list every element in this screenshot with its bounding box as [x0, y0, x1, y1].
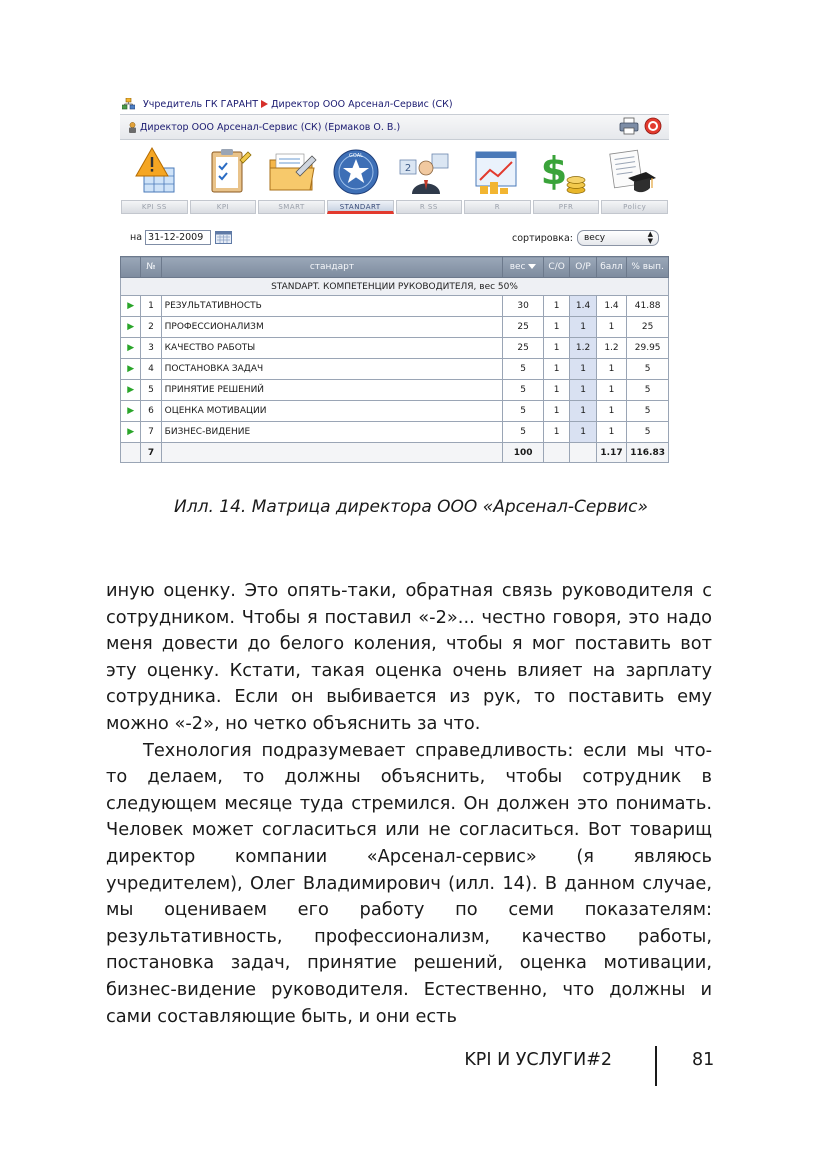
- kpi-warning-table-icon[interactable]: [132, 146, 184, 198]
- header-op[interactable]: О/Р: [570, 257, 596, 278]
- calendar-icon[interactable]: [215, 231, 232, 244]
- row-standard[interactable]: ОЦЕНКА МОТИВАЦИИ: [161, 401, 503, 422]
- breadcrumb-first[interactable]: Учредитель ГК ГАРАНТ: [143, 98, 259, 110]
- kpi-clipboard-icon[interactable]: [202, 146, 254, 198]
- row-co: 1: [543, 380, 569, 401]
- user-label: Директор ООО Арсенал-Сервис (СК) (Ермаков О. В.): [140, 121, 401, 133]
- row-percent: 5: [627, 422, 669, 443]
- module-icon-row: [120, 142, 669, 208]
- breadcrumb: [122, 96, 453, 112]
- table-row: [121, 401, 669, 422]
- row-num: 7: [141, 422, 161, 443]
- print-icon[interactable]: [619, 117, 639, 135]
- date-input[interactable]: 31-12-2009: [145, 230, 211, 245]
- sort-control: [512, 230, 659, 246]
- rating-person-icon[interactable]: [398, 146, 450, 198]
- row-num: 5: [141, 380, 161, 401]
- row-score: 1.2: [596, 338, 627, 359]
- row-standard[interactable]: ПОСТАНОВКА ЗАДАЧ: [161, 359, 503, 380]
- paragraph: Технология подразумевает справедливость: если мы что-то делаем, то должны объяснить, чтобы сотрудник в следующем месяце туда стремился. Он должен это понимать. Человек может согласиться или не согласиться. Вот товарищ директор компании «Арсенал-сервис» (я являюсь учредителем), Олег Владимирович (илл. 14). В данном случае, мы оцениваем его работу по семи показателям: результативность, профессионализм, качество работы, постановка задач, принятие решений, оценка мотивации, бизнес-видение руководителя. Естественно, что должны и сами составляющие быть, и они есть: [106, 739, 712, 1027]
- row-score: 1: [596, 317, 627, 338]
- row-score: 1: [596, 422, 627, 443]
- exit-icon[interactable]: [643, 117, 663, 135]
- row-standard[interactable]: ПРОФЕССИОНАЛИЗМ: [161, 317, 503, 338]
- table-row: [121, 338, 669, 359]
- page-number: 81: [692, 1050, 715, 1070]
- total-percent: 116.83: [627, 443, 669, 463]
- tab-kpi-ss[interactable]: KPI SS: [121, 200, 188, 214]
- updown-chevron-icon: ▲ ▼: [647, 230, 653, 245]
- table-header-row: [121, 257, 669, 278]
- figure-caption: Илл. 14. Матрица директора ООО «Арсенал-Сервис»: [174, 497, 648, 517]
- row-weight: 25: [503, 338, 544, 359]
- row-op[interactable]: 1: [570, 422, 596, 443]
- row-op[interactable]: 1: [570, 380, 596, 401]
- svg-text:GOAL: GOAL: [349, 153, 363, 159]
- money-icon[interactable]: [538, 146, 590, 198]
- tab-pfr[interactable]: PFR: [533, 200, 600, 214]
- total-score: 1.17: [596, 443, 627, 463]
- row-num: 3: [141, 338, 161, 359]
- row-percent: 25: [627, 317, 669, 338]
- org-tree-icon: [122, 98, 135, 110]
- row-weight: 5: [503, 359, 544, 380]
- row-weight: 5: [503, 422, 544, 443]
- user-icon: [128, 122, 137, 133]
- table-row: [121, 359, 669, 380]
- row-num: 2: [141, 317, 161, 338]
- tab-r-ss[interactable]: R SS: [396, 200, 463, 214]
- user-tools: [619, 117, 663, 135]
- table-row: [121, 296, 669, 317]
- row-percent: 29.95: [627, 338, 669, 359]
- row-co: 1: [543, 317, 569, 338]
- expand-arrow-icon[interactable]: ▶: [121, 338, 141, 359]
- header-percent[interactable]: % вып.: [627, 257, 669, 278]
- row-num: 6: [141, 401, 161, 422]
- date-label: на: [130, 232, 143, 243]
- row-percent: 5: [627, 380, 669, 401]
- row-weight: 5: [503, 380, 544, 401]
- sort-select[interactable]: [577, 230, 659, 246]
- total-weight: 100: [503, 443, 544, 463]
- svg-text:$: $: [540, 149, 568, 193]
- breadcrumb-second[interactable]: Директор ООО Арсенал-Сервис (СК): [271, 98, 453, 110]
- paragraph: иную оценку. Это опять-таки, обратная связь руководителя с сотрудником. Чтобы я поставил «-2»... честно говоря, это надо меня довести до белого коления, чтобы я мог поставить вот эту оценку. Кстати, такая оценка очень влияет на зарплату сотрудника. Если он выбивается из рук, то поставить ему можно «-2», но четко объяснить за что.: [106, 580, 712, 734]
- running-title: KPI И УСЛУГИ#2: [464, 1050, 612, 1070]
- row-standard[interactable]: БИЗНЕС-ВИДЕНИЕ: [161, 422, 503, 443]
- standart-goal-icon[interactable]: [330, 146, 382, 198]
- sort-desc-icon: [528, 264, 536, 269]
- header-arrow-col: [121, 257, 141, 278]
- expand-arrow-icon[interactable]: ▶: [121, 296, 141, 317]
- header-co[interactable]: С/О: [543, 257, 569, 278]
- expand-arrow-icon[interactable]: ▶: [121, 359, 141, 380]
- row-standard[interactable]: РЕЗУЛЬТАТИВНОСТЬ: [161, 296, 503, 317]
- row-percent: 5: [627, 401, 669, 422]
- sort-value: весу: [583, 233, 606, 243]
- header-weight[interactable]: [503, 257, 544, 278]
- group-title: STANDAPT. КОМПЕТЕНЦИИ РУКОВОДИТЕЛЯ, вес 50%: [121, 278, 669, 296]
- tab-kpi[interactable]: KPI: [190, 200, 257, 214]
- row-op[interactable]: 1.4: [570, 296, 596, 317]
- row-co: 1: [543, 296, 569, 317]
- footer-divider: [655, 1046, 657, 1086]
- row-weight: 25: [503, 317, 544, 338]
- standard-matrix-table: [120, 256, 669, 463]
- header-num: №: [141, 257, 161, 278]
- row-co: 1: [543, 422, 569, 443]
- row-weight: 30: [503, 296, 544, 317]
- total-empty-co: [543, 443, 569, 463]
- module-tabs: [120, 200, 669, 214]
- row-percent: 41.88: [627, 296, 669, 317]
- expand-arrow-icon[interactable]: ▶: [121, 422, 141, 443]
- row-standard[interactable]: КАЧЕСТВО РАБОТЫ: [161, 338, 503, 359]
- svg-text:2: 2: [404, 163, 412, 174]
- sort-label: сортировка:: [512, 232, 573, 244]
- row-num: 1: [141, 296, 161, 317]
- expand-arrow-icon[interactable]: ▶: [121, 317, 141, 338]
- row-num: 4: [141, 359, 161, 380]
- row-score: 1: [596, 380, 627, 401]
- row-score: 1.4: [596, 296, 627, 317]
- rating-chart-icon[interactable]: [470, 146, 522, 198]
- user-bar: [120, 114, 669, 140]
- smart-folder-icon[interactable]: [266, 146, 318, 198]
- header-weight-label: вес: [509, 262, 526, 272]
- tab-policy[interactable]: Policy: [601, 200, 668, 214]
- table-row: [121, 317, 669, 338]
- header-standard[interactable]: стандарт: [161, 257, 503, 278]
- tab-smart[interactable]: SMART: [258, 200, 325, 214]
- row-op[interactable]: 1: [570, 359, 596, 380]
- row-op[interactable]: 1.2: [570, 338, 596, 359]
- row-weight: 5: [503, 401, 544, 422]
- group-row: [121, 278, 669, 296]
- table-row: [121, 380, 669, 401]
- tab-r[interactable]: R: [464, 200, 531, 214]
- tab-standart[interactable]: STANDART: [327, 200, 394, 214]
- row-co: 1: [543, 401, 569, 422]
- table-row: [121, 422, 669, 443]
- row-percent: 5: [627, 359, 669, 380]
- row-standard[interactable]: ПРИНЯТИЕ РЕШЕНИЙ: [161, 380, 503, 401]
- expand-arrow-icon[interactable]: ▶: [121, 380, 141, 401]
- body-text: [106, 578, 712, 1030]
- figure-screenshot: [118, 92, 671, 478]
- row-co: 1: [543, 338, 569, 359]
- date-filter: [130, 230, 232, 245]
- total-empty: [121, 443, 141, 463]
- row-score: 1: [596, 359, 627, 380]
- total-empty-op: [570, 443, 596, 463]
- row-op[interactable]: 1: [570, 317, 596, 338]
- total-row: [121, 443, 669, 463]
- row-co: 1: [543, 359, 569, 380]
- row-score: 1: [596, 401, 627, 422]
- row-op[interactable]: 1: [570, 401, 596, 422]
- expand-arrow-icon[interactable]: ▶: [121, 401, 141, 422]
- breadcrumb-arrow-icon: [261, 100, 268, 108]
- header-score[interactable]: балл: [596, 257, 627, 278]
- page-footer: [0, 1046, 822, 1086]
- policy-diploma-icon[interactable]: [606, 146, 658, 198]
- total-count: 7: [141, 443, 161, 463]
- total-empty-name: [161, 443, 503, 463]
